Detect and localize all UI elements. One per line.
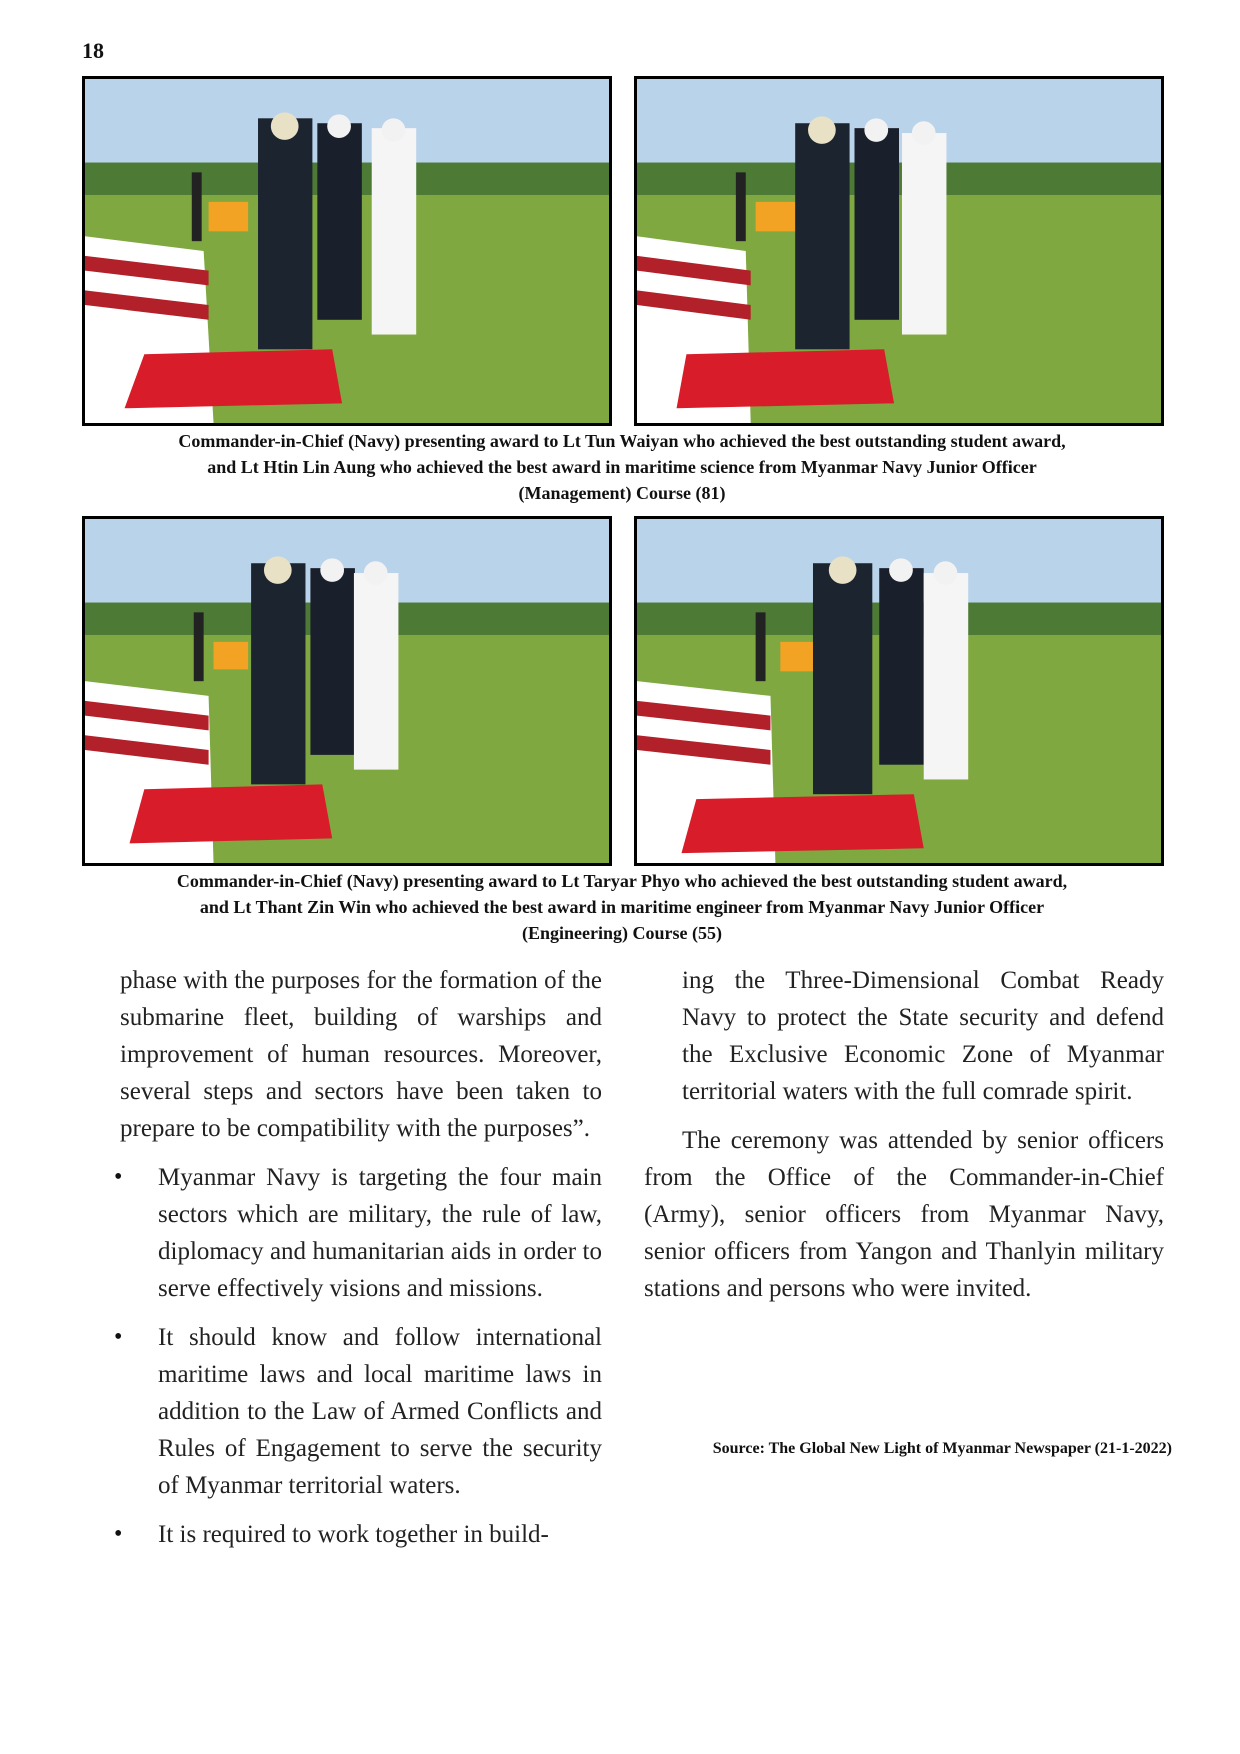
photo-award-ceremony-3 bbox=[82, 516, 612, 866]
bullet-item: • It is required to work together in build- bbox=[120, 1516, 602, 1553]
ceremony-paragraph: The ceremony was attended by senior officers from the Office of the Commander-in-Chief (Army), senior officers from Myanmar Navy, senior officers from Yangon and Thanlyin military stations and persons who were invited. bbox=[644, 1127, 1164, 1302]
award-ceremony-image bbox=[85, 519, 609, 863]
caption-line: and Lt Htin Lin Aung who achieved the best award in maritime science from Myanmar Navy Junior Officer bbox=[207, 457, 1037, 477]
continuation-paragraph: ing the Three-Dimensional Combat Ready Navy to protect the State security and defend the Exclusive Economic Zone of Myanmar territorial waters with the full comrade spirit. bbox=[682, 967, 1164, 1105]
photo-award-ceremony-1 bbox=[82, 76, 612, 426]
bullet-list bbox=[120, 1159, 602, 1553]
page-number: 18 bbox=[82, 38, 104, 63]
award-ceremony-image bbox=[85, 79, 609, 423]
intro-paragraph: phase with the purposes for the formation of the submarine fleet, building of warships and improvement of human resources. Moreover, several steps and sectors have been taken to prepare to be compatibility with the purposes”. bbox=[120, 967, 602, 1142]
left-text-column bbox=[120, 962, 602, 1565]
award-ceremony-image bbox=[637, 79, 1161, 423]
award-ceremony-image bbox=[637, 519, 1161, 863]
caption-line: and Lt Thant Zin Win who achieved the best award in maritime engineer from Myanmar Navy Junior Officer bbox=[199, 897, 1045, 917]
caption-top bbox=[82, 428, 1162, 506]
caption-line: (Engineering) Course (55) bbox=[522, 923, 722, 943]
caption-line: (Management) Course (81) bbox=[518, 483, 726, 503]
caption-bottom bbox=[82, 868, 1162, 946]
caption-line: Commander-in-Chief (Navy) presenting award to Lt Tun Waiyan who achieved the best outstanding student award, bbox=[178, 431, 1066, 451]
source-citation: Source: The Global New Light of Myanmar Newspaper (21-1-2022) bbox=[712, 1440, 1172, 1457]
photo-award-ceremony-2 bbox=[634, 76, 1164, 426]
bullet-item: • It should know and follow international maritime laws and local maritime laws in addition to the Law of Armed Conflicts and Rules of Engagement to serve the security of Myanmar territorial waters. bbox=[120, 1319, 602, 1504]
bullet-item: • Myanmar Navy is targeting the four main sectors which are military, the rule of law, diplomacy and humanitarian aids in order to serve effectively visions and missions. bbox=[120, 1159, 602, 1307]
right-text-column bbox=[644, 962, 1164, 1319]
photo-award-ceremony-4 bbox=[634, 516, 1164, 866]
caption-line: Commander-in-Chief (Navy) presenting award to Lt Taryar Phyo who achieved the best outstanding student award, bbox=[176, 871, 1068, 891]
